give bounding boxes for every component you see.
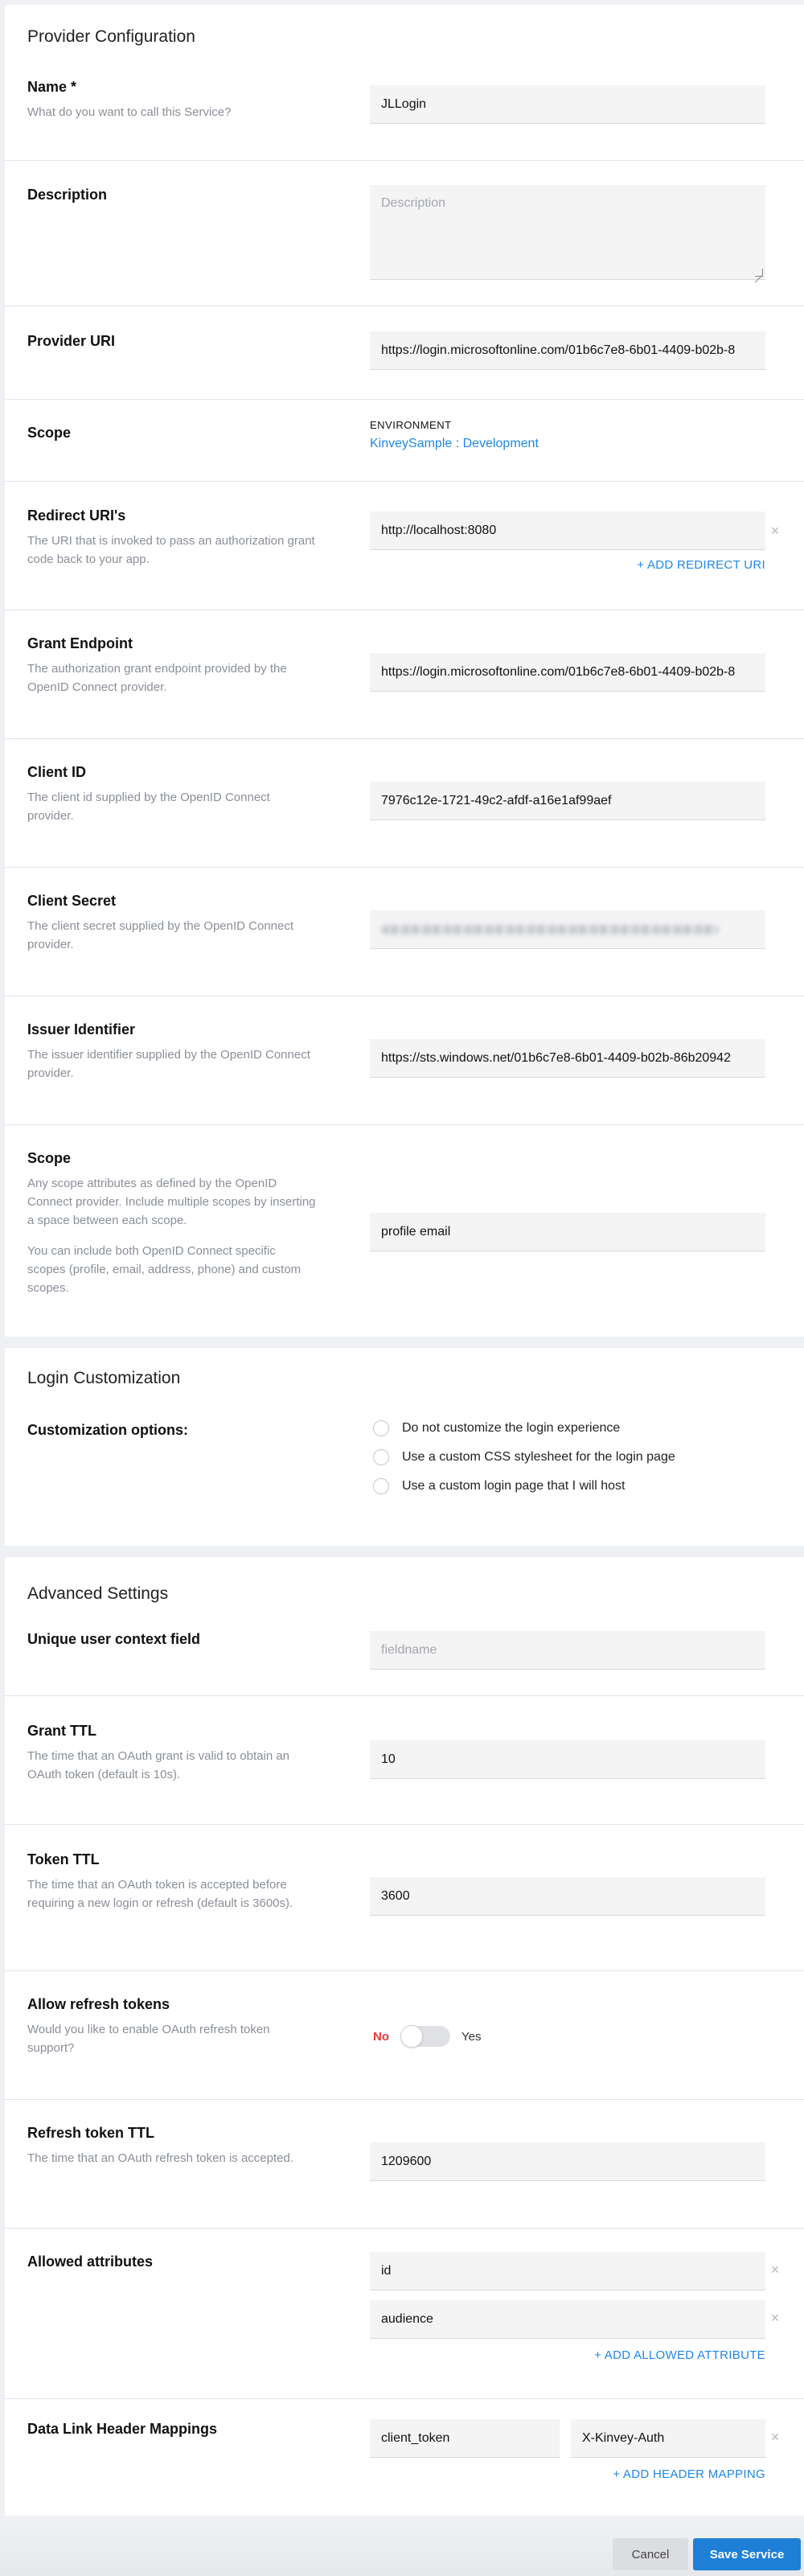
client-secret-blurred-value bbox=[381, 925, 719, 935]
divider bbox=[5, 867, 804, 868]
description-label: Description bbox=[27, 187, 108, 203]
login-option-custom-page[interactable] bbox=[373, 1478, 625, 1494]
grant-ttl-label: Grant TTL bbox=[27, 1723, 96, 1739]
add-allowed-attribute-link[interactable]: + ADD ALLOWED ATTRIBUTE bbox=[594, 2348, 765, 2362]
scope-help-1: Any scope attributes as defined by the OpenID Connect provider. Include multiple scopes by inserting a space between each scope. bbox=[27, 1177, 316, 1227]
grant-endpoint-help: The authorization grant endpoint provided by the OpenID Connect provider. bbox=[27, 662, 287, 694]
scope-input[interactable]: profile email bbox=[370, 1213, 765, 1251]
advanced-settings-card bbox=[5, 1557, 804, 2516]
scope-label: Scope bbox=[27, 1150, 72, 1166]
allowed-attribute-input[interactable]: id bbox=[370, 2252, 765, 2290]
footer-bar bbox=[0, 2522, 804, 2576]
redirect-uris-help: The URI that is invoked to pass an authorization grant code back to your app. bbox=[27, 534, 315, 566]
login-section-title: Login Customization bbox=[27, 1369, 181, 1387]
grant-endpoint-input[interactable]: https://login.microsoftonline.com/01b6c7e8-6b01-4409-b02b-8 bbox=[370, 653, 765, 692]
token-ttl-label: Token TTL bbox=[27, 1851, 100, 1867]
provider-uri-input[interactable]: https://login.microsoftonline.com/01b6c7e8-6b01-4409-b02b-8 bbox=[370, 331, 765, 370]
redirect-uris-label: Redirect URI's bbox=[27, 507, 126, 524]
divider bbox=[5, 160, 804, 161]
allow-refresh-label: Allow refresh tokens bbox=[27, 1996, 170, 2012]
provider-uri-label: Provider URI bbox=[27, 333, 116, 349]
resize-grip-icon[interactable] bbox=[755, 269, 763, 277]
allowed-attribute-input[interactable]: audience bbox=[370, 2300, 765, 2339]
header-mapping-value-input[interactable]: X-Kinvey-Auth bbox=[571, 2419, 765, 2458]
allow-refresh-help: Would you like to enable OAuth refresh token support? bbox=[27, 2023, 270, 2055]
environment-label: ENVIRONMENT bbox=[370, 419, 452, 431]
refresh-ttl-label: Refresh token TTL bbox=[27, 2125, 155, 2141]
customization-options-label: Customization options: bbox=[27, 1422, 188, 1438]
provider-configuration-card bbox=[5, 5, 804, 1337]
divider bbox=[5, 1970, 804, 1971]
divider bbox=[5, 2228, 804, 2229]
environment-link[interactable]: KinveySample : Development bbox=[370, 437, 539, 450]
login-option-default[interactable] bbox=[373, 1420, 620, 1436]
provider-section-title: Provider Configuration bbox=[27, 27, 195, 46]
divider bbox=[5, 738, 804, 739]
header-mappings-label: Data Link Header Mappings bbox=[27, 2421, 218, 2437]
client-secret-help: The client secret supplied by the OpenID Connect provider. bbox=[27, 919, 294, 951]
add-redirect-uri-link[interactable]: + ADD REDIRECT URI bbox=[637, 558, 765, 572]
client-id-help: The client id supplied by the OpenID Connect provider. bbox=[27, 791, 270, 823]
scope-help-2: You can include both OpenID Connect specific scopes (profile, email, address, phone) and custom scopes. bbox=[27, 1244, 302, 1295]
cancel-button[interactable]: Cancel bbox=[613, 2538, 688, 2570]
toggle-no-label: No bbox=[373, 2029, 389, 2044]
name-input[interactable]: JLLogin bbox=[370, 85, 765, 124]
login-option-css[interactable] bbox=[373, 1449, 675, 1465]
toggle-knob[interactable] bbox=[400, 2025, 423, 2048]
divider bbox=[5, 2099, 804, 2100]
name-label: Name * bbox=[27, 79, 77, 95]
header-mapping-key-input[interactable]: client_token bbox=[370, 2419, 560, 2458]
refresh-toggle-group bbox=[373, 2026, 481, 2047]
remove-redirect-uri-icon[interactable]: × bbox=[770, 523, 780, 539]
remove-header-mapping-icon[interactable]: × bbox=[770, 2429, 780, 2445]
client-id-input[interactable]: 7976c12e-1721-49c2-afdf-a16e1af99aef bbox=[370, 782, 765, 820]
login-option-label: Use a custom login page that I will host bbox=[402, 1479, 626, 1493]
radio-button[interactable] bbox=[373, 1420, 389, 1436]
advanced-section-title: Advanced Settings bbox=[27, 1584, 169, 1603]
client-id-label: Client ID bbox=[27, 764, 87, 780]
refresh-ttl-input[interactable]: 1209600 bbox=[370, 2143, 765, 2181]
redirect-uri-input[interactable]: http://localhost:8080 bbox=[370, 512, 765, 550]
divider bbox=[5, 1824, 804, 1825]
toggle-yes-label: Yes bbox=[461, 2029, 482, 2044]
client-secret-label: Client Secret bbox=[27, 893, 117, 909]
allowed-attributes-label: Allowed attributes bbox=[27, 2253, 154, 2270]
unique-field-label: Unique user context field bbox=[27, 1631, 201, 1647]
remove-attribute-icon[interactable]: × bbox=[770, 2262, 780, 2278]
issuer-identifier-input[interactable]: https://sts.windows.net/01b6c7e8-6b01-4409-b02b-86b20942 bbox=[370, 1039, 765, 1078]
radio-button[interactable] bbox=[373, 1478, 389, 1494]
divider bbox=[5, 1695, 804, 1696]
login-option-label: Do not customize the login experience bbox=[402, 1421, 621, 1435]
divider bbox=[5, 2398, 804, 2399]
remove-attribute-icon[interactable]: × bbox=[770, 2310, 780, 2326]
scope-env-label: Scope bbox=[27, 425, 72, 441]
description-placeholder: Description bbox=[381, 196, 446, 210]
login-customization-card bbox=[5, 1348, 804, 1546]
login-option-label: Use a custom CSS stylesheet for the login page bbox=[402, 1450, 675, 1464]
divider bbox=[5, 1124, 804, 1125]
refresh-ttl-help: The time that an OAuth refresh token is accepted. bbox=[27, 2151, 294, 2165]
name-help: What do you want to call this Service? bbox=[27, 105, 232, 119]
divider bbox=[5, 481, 804, 482]
grant-ttl-help: The time that an OAuth grant is valid to obtain an OAuth token (default is 10s). bbox=[27, 1749, 290, 1781]
token-ttl-input[interactable]: 3600 bbox=[370, 1877, 765, 1916]
radio-button[interactable] bbox=[373, 1449, 389, 1465]
unique-field-input[interactable]: fieldname bbox=[370, 1631, 765, 1670]
issuer-identifier-help: The issuer identifier supplied by the OpenID Connect provider. bbox=[27, 1048, 310, 1080]
refresh-token-toggle[interactable] bbox=[400, 2026, 450, 2047]
add-header-mapping-link[interactable]: + ADD HEADER MAPPING bbox=[613, 2467, 765, 2481]
issuer-identifier-label: Issuer Identifier bbox=[27, 1021, 136, 1037]
description-textarea[interactable] bbox=[370, 185, 765, 280]
divider bbox=[5, 399, 804, 400]
save-service-button[interactable]: Save Service bbox=[693, 2538, 801, 2570]
token-ttl-help: The time that an OAuth token is accepted before requiring a new login or refresh (default is 3600s). bbox=[27, 1878, 293, 1910]
client-secret-input[interactable] bbox=[370, 910, 765, 949]
grant-endpoint-label: Grant Endpoint bbox=[27, 635, 133, 651]
grant-ttl-input[interactable]: 10 bbox=[370, 1740, 765, 1779]
